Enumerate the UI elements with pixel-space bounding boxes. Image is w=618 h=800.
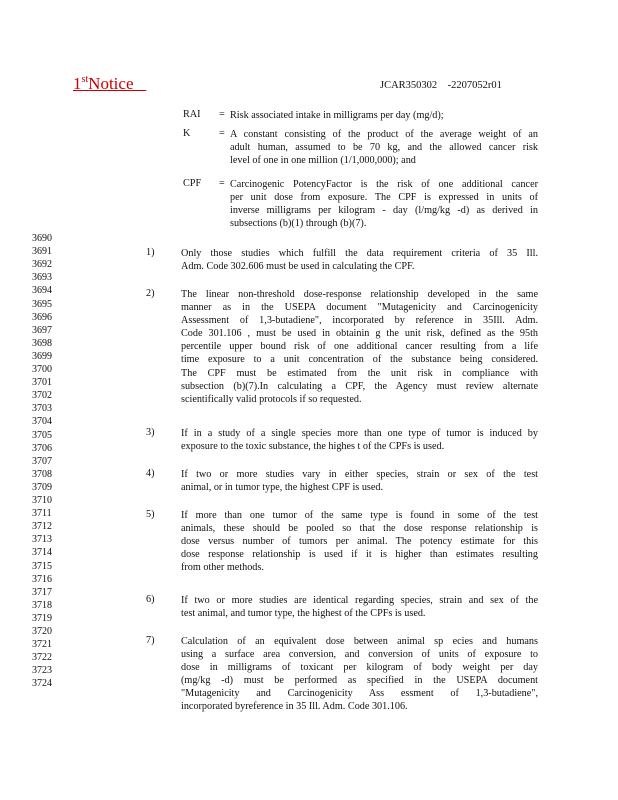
notice-label: 1stNotice — [73, 74, 134, 93]
item-paragraph: If two or more studies are identical regarding species, strain and sex of the test animal, and tumor type, the highest of the CPFs is used. — [181, 595, 538, 620]
line-number: 3705 — [32, 429, 52, 441]
line-number: 3691 — [32, 246, 52, 258]
line-number: 3706 — [32, 442, 52, 454]
line-number: 3708 — [32, 468, 52, 480]
item-number: 7) — [146, 635, 155, 646]
line-number: 3701 — [32, 377, 52, 389]
definition-term: K — [183, 128, 191, 139]
line-number: 3713 — [32, 534, 52, 546]
definition-term: CPF — [183, 178, 202, 189]
line-number: 3695 — [32, 298, 52, 310]
line-number: 3692 — [32, 259, 52, 271]
item-paragraph: If in a study of a single species more than one type of tumor is induced by exposure to the toxic substance, the highes t of the CPFs is used. — [181, 428, 538, 453]
definition-text: Risk associated intake in milligrams per day (mg/d); — [230, 110, 444, 121]
item-number: 1) — [146, 247, 155, 258]
line-number: 3717 — [32, 586, 52, 598]
definition-text: Carcinogenic PotencyFactor is the risk of one additional cancer per unit dose from exposure. The CPF is expressed in units of inverse milligrams per kilogram - day (l/mg/kg -d) as derived in subsections (b)(1) through (b)(7). — [230, 179, 538, 229]
line-number: 3690 — [32, 233, 52, 244]
line-number: 3711 — [32, 508, 52, 520]
item-paragraph: Only those studies which fulfill the data requirement criteria of 35 Ill. Adm. Code 302.606 must be used in calculating the CPF. — [181, 248, 538, 273]
item-paragraph: Calculation of an equivalent dose between animal sp ecies and humans using a surface area conversion, and conversion of units of exposure to dose in milligrams of toxicant per kilogram of body weight per day (mg/kg -d) must be performed as specified in the USEPA document "Mutagenicity and Carcinogenicity Ass essment of 1,3-butadiene", incorporated byreference in 35 Ill. Adm. Code 301.106. — [181, 636, 538, 713]
line-number: 3716 — [32, 573, 52, 585]
item-paragraph: If two or more studies vary in either species, strain or sex of the test animal, or in tumor type, the highest CPF is used. — [181, 469, 538, 494]
line-number: 3721 — [32, 639, 52, 651]
line-number: 3718 — [32, 599, 52, 611]
line-number: 3694 — [32, 285, 52, 297]
item-paragraph: The linear non-threshold dose-response relationship developed in the same manner as in the USEPA document "Mutagenicity and Carcinogenicity Assessment of 1,3-butadiene", incorporated by reference in 35Ill. Adm. Code 301.106 , must be used in obtainin g the unit risk, defined as the 95th percentile upper bound risk of one additional cancer resulting from a life time exposure to a unit concentration of the substance being considered. The CPF must be estimated from the unit risk in compliance with subsection (b)(7).In calculating a CPF, the Agency must review alternate scientifically valid protocols if so requested. — [181, 289, 538, 405]
line-number: 3719 — [32, 612, 52, 624]
line-number: 3710 — [32, 495, 52, 506]
definition-equals: = — [219, 109, 225, 120]
definition-equals: = — [219, 128, 225, 139]
line-number: 3720 — [32, 626, 52, 637]
line-number: 3697 — [32, 324, 52, 336]
line-number: 3724 — [32, 678, 52, 690]
document-id: JCAR350302 -2207052r01 — [380, 80, 502, 91]
definition-term: RAI — [183, 109, 201, 120]
line-number: 3709 — [32, 481, 52, 493]
item-number: 6) — [146, 594, 155, 605]
line-number: 3707 — [32, 455, 52, 467]
definition-text: A constant consisting of the product of the average weight of an adult human, assumed to be 70 kg, and the allowed cancer risk level of one in one million (1/1,000,000); and — [230, 129, 538, 166]
item-paragraph: If more than one tumor of the same type is found in some of the test animals, these should be pooled so that the dose response relationship is dose versus number of tumors per animal. The potency estimate for this dose response relationship is used if it is higher than estimates resulting from other methods. — [181, 510, 538, 574]
definition-equals: = — [219, 178, 225, 189]
item-number: 3) — [146, 427, 155, 438]
item-number: 5) — [146, 509, 155, 520]
line-number: 3703 — [32, 403, 52, 415]
item-number: 4) — [146, 468, 155, 479]
line-number: 3698 — [32, 337, 52, 349]
line-number: 3704 — [32, 416, 52, 428]
line-number: 3702 — [32, 390, 52, 402]
line-number: 3722 — [32, 652, 52, 664]
line-number: 3700 — [32, 364, 52, 375]
line-number: 3699 — [32, 350, 52, 362]
line-number: 3723 — [32, 665, 52, 677]
line-number: 3712 — [32, 521, 52, 533]
item-number: 2) — [146, 288, 155, 299]
line-number: 3696 — [32, 311, 52, 323]
line-number: 3714 — [32, 547, 52, 559]
line-number: 3693 — [32, 272, 52, 284]
line-number: 3715 — [32, 560, 52, 572]
